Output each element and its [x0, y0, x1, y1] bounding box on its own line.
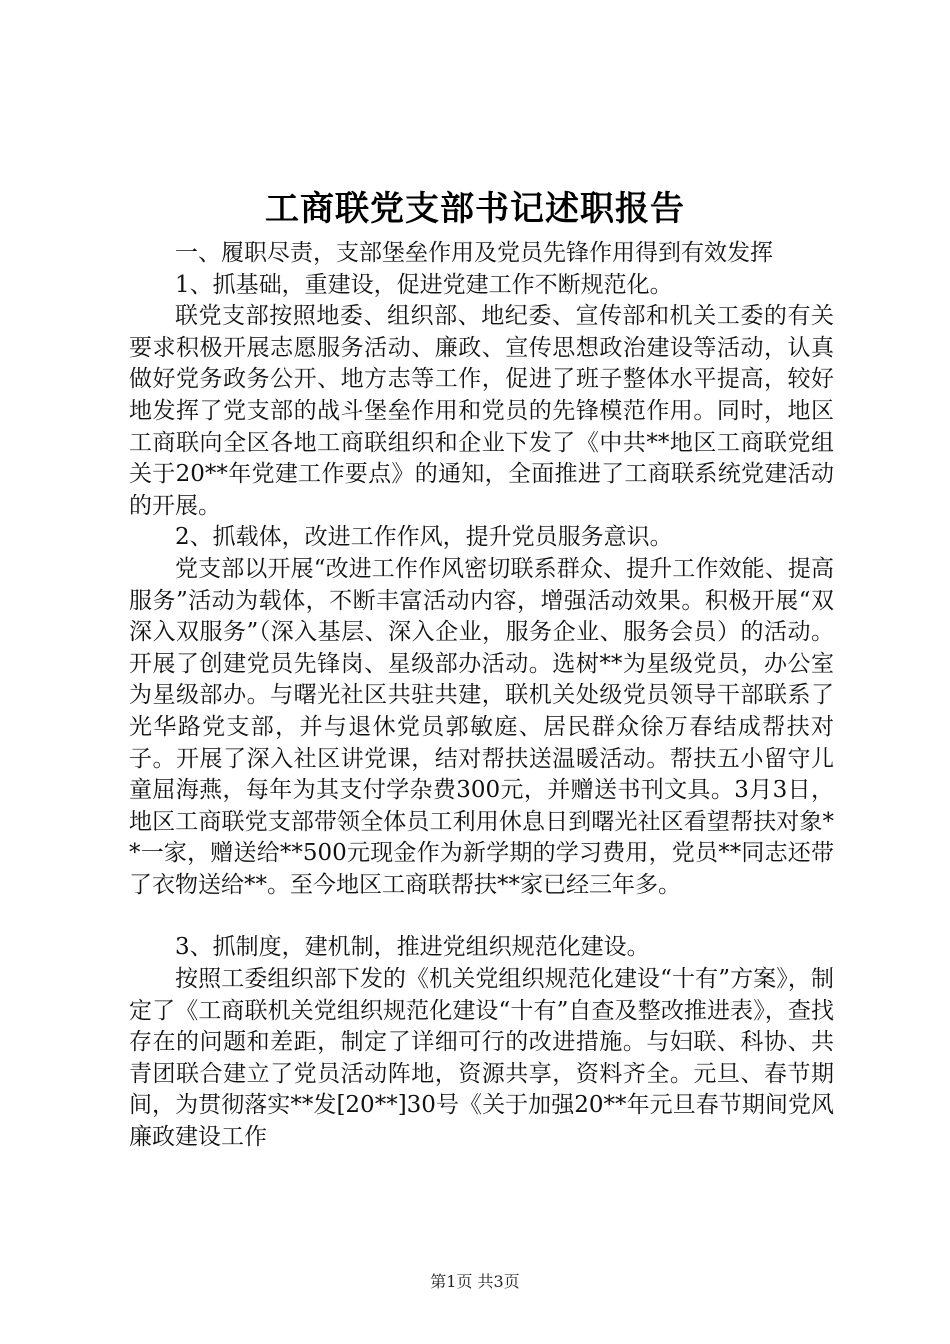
subsection-heading: 2、抓载体，改进工作作风，提升党员服务意识。	[175, 524, 673, 551]
subsection-heading: 3、抓制度，建机制，推进党组织规范化建设。	[175, 934, 650, 961]
document-body	[129, 238, 834, 1154]
subsection-heading: 1、抓基础，重建设，促进党建工作不断规范化。	[175, 271, 673, 298]
section-heading: 一、履职尽责，支部堡垒作用及党员先锋作用得到有效发挥	[175, 240, 773, 266]
document-title: 工商联党支部书记述职报告	[265, 189, 685, 229]
body-paragraph: 按照工委组织部下发的《机关党组织规范化建设“十有”方案》，制定了《工商联机关党组织规范化建设“十有”自查及整改推进表》，查找存在的问题和差距，制定了详细可行的改进措施。与妇联、科协、共青团联合建立了党员活动阵地，资源共享，资料齐全。元旦、春节期间，为贯彻落实**发[20**]30号《关于加强20**年元旦春节期间党风廉政建设工作	[129, 966, 834, 1151]
body-paragraph: 联党支部按照地委、组织部、地纪委、宣传部和机关工委的有关要求积极开展志愿服务活动、廉政、宣传思想政治建设等活动，认真做好党务政务公开、地方志等工作，促进了班子整体水平提高，较好地发挥了党支部的战斗堡垒作用和党员的先锋模范作用。同时，地区工商联向全区各地工商联组织和企业下发了《中共**地区工商联党组关于20**年党建工作要点》的通知，全面推进了工商联系统党建活动的开展。	[129, 303, 834, 519]
body-paragraph: 党支部以开展“改进工作作风密切联系群众、提升工作效能、提高服务”活动为载体，不断丰富活动内容，增强活动效果。积极开展“双深入双服务”（深入基层、深入企业，服务企业、服务会员）的活动。开展了创建党员先锋岗、星级部办活动。选树**为星级党员，办公室为星级部办。与曙光社区共驻共建，联机关处级党员领导干部联系了光华路党支部，并与退休党员郭敏庭、居民群众徐万春结成帮扶对子。开展了深入社区讲党课，结对帮扶送温暖活动。帮扶五小留守儿童屈海燕，每年为其支付学杂费300元，并赠送书刊文具。3月3日，地区工商联党支部带领全体员工利用休息日到曙光社区看望帮扶对象**一家，赠送给**500元现金作为新学期的学习费用，党员**同志还带了衣物送给**。至今地区工商联帮扶**家已经三年多。	[129, 555, 834, 898]
page-footer: 第1页 共3页	[430, 1272, 520, 1291]
